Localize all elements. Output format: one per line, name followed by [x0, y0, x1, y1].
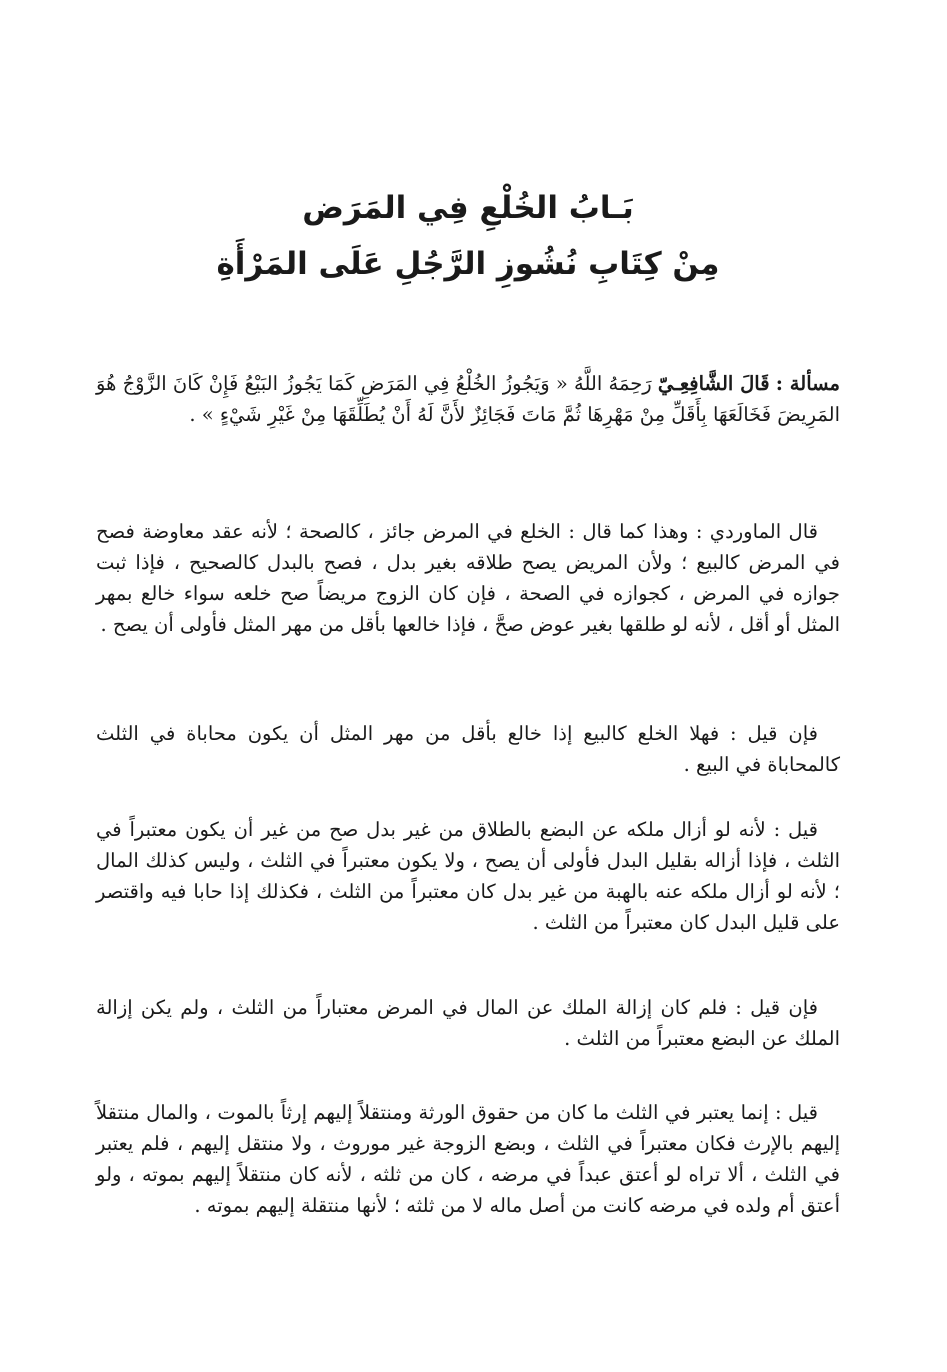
speaker-name: قَالَ الشَّافِعِـيّ — [657, 372, 770, 395]
chapter-title: بَـابُ الخُلْعِ فِي المَرَض — [302, 190, 634, 226]
chapter-heading — [96, 180, 840, 292]
document-page — [96, 0, 840, 1372]
masala-label: مسألة : — [775, 372, 840, 395]
commentary-paragraph: قال الماوردي : وهذا كما قال : الخلع في المرض جائز ، كالصحة ؛ لأنه عقد معاوضة فصح في المرض كالبيع ؛ ولأن المريض يصح طلاقه بغير بدل ، فصح بالبدل كالصحيح ، فإذا ثبت جوازه في المرض ، كجوازه في الصحة ، فإن كان الزوج مريضاً صح خلعه سواء خالع بمهر المثل أو أقل ، لأنه لو طلقها بغير عوض صحَّ ، فإذا خالعها بأقل من مهر المثل فأولى أن يصح . — [96, 520, 840, 636]
reply-paragraph: قيل : لأنه لو أزال ملكه عن البضع بالطلاق من غير بدل صح من غير أن يكون معتبراً في الثلث ، فإذا أزاله بقليل البدل فأولى أن يصح ، ولا يكون معتبراً في الثلث ، وليس كذلك المال ؛ لأنه لو أزال ملكه عنه بالهبة من غير بدل كان معتبراً من الثلث ، فكذلك إذا حابا فيه واقتصر على قليل البدل كان معتبراً من الثلث . — [96, 818, 840, 934]
objection-paragraph: فإن قيل : فهلا الخلع كالبيع إذا خالع بأقل من مهر المثل أن يكون محاباة في الثلث كالمحاباة في البيع . — [96, 722, 840, 776]
masala-paragraph — [96, 368, 840, 430]
masala-text: رَحِمَهُ اللَّهُ « وَيَجُوزُ الخُلْعُ فِي المَرَضِ كَمَا يَجُوزُ البَيْعُ فَإِنْ كَانَ الزَّوْجُ هُوَ المَرِيضَ فَخَالَعَهَا بِأَقَلِّ مِنْ مَهْرِهَا ثُمَّ مَاتَ فَجَائِزٌ لأَنَّ لَهُ أَنْ يُطَلِّقَهَا مِنْ غَيْرِ شَيْءٍ » . — [96, 372, 840, 426]
reply-paragraph: قيل : إنما يعتبر في الثلث ما كان من حقوق الورثة ومنتقلاً إليهم إرثاً بالموت ، والمال منتقلاً إليهم بالإرث فكان معتبراً في الثلث ، وبضع الزوجة غير موروث ، ولا منتقل إليهم ، فلم يعتبر في الثلث ، ألا تراه لو أعتق عبداً في مرضه ، كان من ثلثه ، لأنه كان منتقلاً إليهم بموته ، ولو أعتق أم ولده في مرضه كانت من أصل ماله لا من ثلثه ؛ لأنها منتقلة إليهم بموته . — [96, 1101, 840, 1217]
objection-paragraph: فإن قيل : فلم كان إزالة الملك عن المال في المرض معتباراً من الثلث ، ولم يكن إزالة الملك عن البضع معتبراً من الثلث . — [96, 996, 840, 1050]
chapter-subtitle: مِنْ كِتَابِ نُشُوزِ الرَّجُلِ عَلَى المَرْأَةِ — [216, 246, 720, 282]
